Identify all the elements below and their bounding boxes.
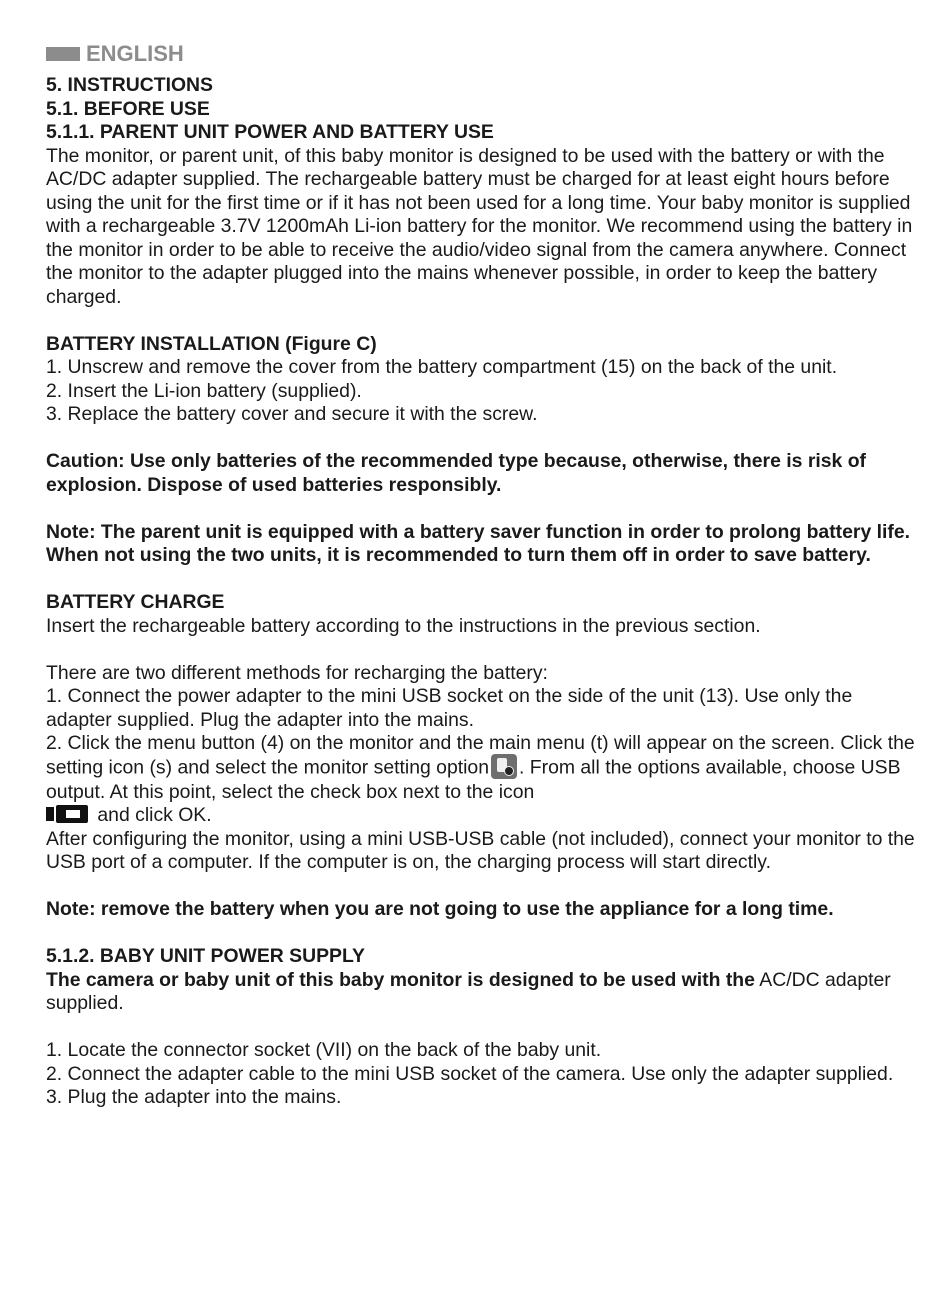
paragraph-baby-unit <box>46 969 916 1016</box>
charge-step-2-part-a: 2. Click the menu button (4) on the monitor and the main menu (t) will appear on the screen. Click the setting icon (s) and select the monitor setting option <box>46 732 915 779</box>
usb-output-icon <box>46 805 88 823</box>
baby-step: 2. Connect the adapter cable to the mini USB socket of the camera. Use only the adapter supplied. <box>46 1062 894 1085</box>
baby-step: 1. Locate the connector socket (VII) on the back of the baby unit. <box>46 1039 602 1061</box>
section-heading-before-use: 5.1. BEFORE USE <box>46 97 210 120</box>
installation-step: 2. Insert the Li-ion battery (supplied). <box>46 379 362 402</box>
note-battery-saver: Note: The parent unit is equipped with a battery saver function in order to prolong battery life. When not using the two units, it is recommended to turn them off in order to save battery. <box>46 520 911 566</box>
language-label: ENGLISH <box>86 41 184 67</box>
section-heading-baby-unit: 5.1.2. BABY UNIT POWER SUPPLY <box>46 945 365 967</box>
monitor-setting-icon <box>491 754 517 779</box>
charge-step-2 <box>46 732 916 828</box>
paragraph-baby-unit-bold: The camera or baby unit of this baby monitor is designed to be used with the <box>46 968 755 991</box>
language-header <box>46 40 916 68</box>
baby-step: 3. Plug the adapter into the mains. <box>46 1086 342 1108</box>
installation-step: 1. Unscrew and remove the cover from the battery compartment (15) on the back of the unit. <box>46 356 838 378</box>
installation-step: 3. Replace the battery cover and secure it with the screw. <box>46 403 538 425</box>
language-bar <box>46 47 80 61</box>
section-heading-parent-unit: 5.1.1. PARENT UNIT POWER AND BATTERY USE <box>46 121 494 143</box>
charge-step-1: 1. Connect the power adapter to the mini USB socket on the side of the unit (13). Use only the adapter supplied. Plug the adapter into the mains. <box>46 685 853 731</box>
heading-battery-installation: BATTERY INSTALLATION (Figure C) <box>46 332 377 355</box>
note-remove-battery: Note: remove the battery when you are not going to use the appliance for a long time. <box>46 898 834 920</box>
manual-page <box>46 40 916 1110</box>
heading-battery-charge: BATTERY CHARGE <box>46 591 225 613</box>
paragraph-parent-unit: The monitor, or parent unit, of this baby monitor is designed to be used with the battery or with the AC/DC adapter supplied. The rechargeable battery must be charged for at least eight hours before using the unit for the first time or if it has not been used for a long time. Your baby monitor is supplied with a rechargeable 3.7V 1200mAh Li-ion battery for the monitor. We recommend using the battery in the monitor in order to be able to receive the audio/video signal from the camera anywhere. Connect the monitor to the adapter plugged into the mains whenever possible, in order to keep the battery charged. <box>46 144 913 308</box>
paragraph-baby-unit-rest: AC/DC adapter supplied. <box>46 968 891 1014</box>
paragraph-charge-methods: There are two different methods for recharging the battery: <box>46 661 548 684</box>
charge-step-2-part-b: . From all the options available, choose USB output. At this point, select the check box next to the icon <box>46 756 901 803</box>
charge-step-2-part-c: and click OK. <box>97 804 212 826</box>
paragraph-after-config: After configuring the monitor, using a mini USB-USB cable (not included), connect your monitor to the USB port of a computer. If the computer is on, the charging process will start directly. <box>46 827 915 873</box>
caution-text: Caution: Use only batteries of the recommended type because, otherwise, there is risk of explosion. Dispose of used batteries responsibly. <box>46 450 867 496</box>
section-heading-instructions: 5. INSTRUCTIONS <box>46 74 213 96</box>
paragraph-charge-insert: Insert the rechargeable battery according to the instructions in the previous section. <box>46 614 761 637</box>
